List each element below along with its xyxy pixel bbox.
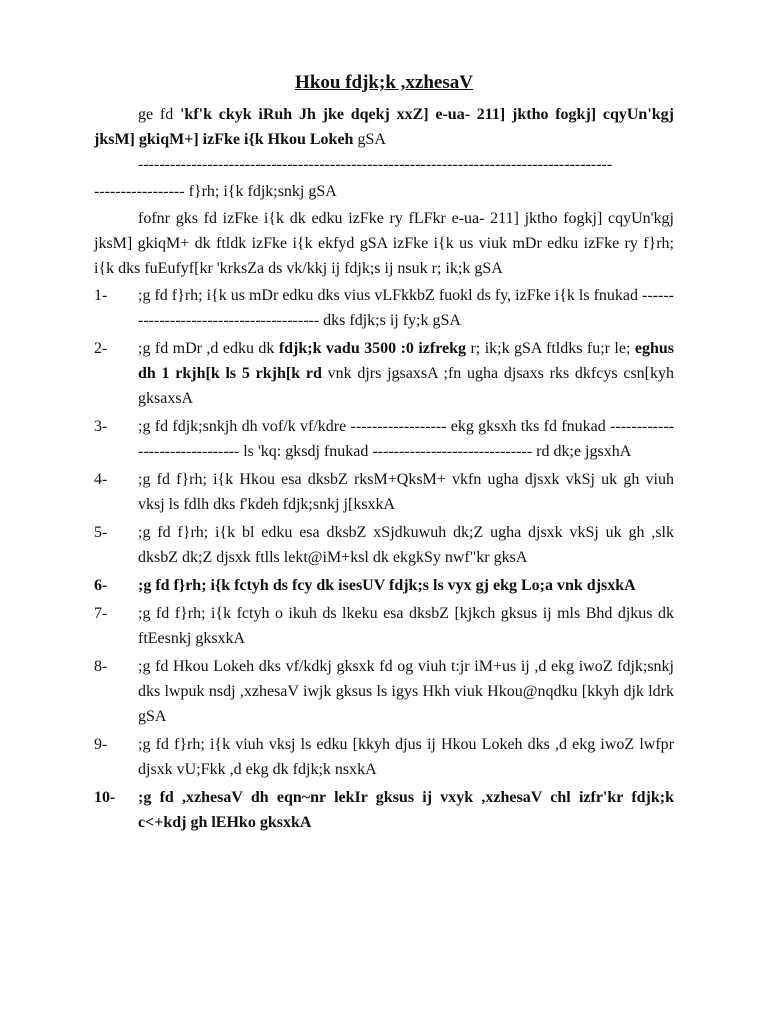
list-item-number: 3- bbox=[94, 418, 108, 435]
list-item-segment: ;g fd fdjk;snkjh dh vof/k vf/kdre ------------------ ekg gksxh tks fd fnukad ------------------------------- ls 'kq: gksdj fnukad ------------------------------ rd dk;e jgsxhA bbox=[138, 418, 674, 460]
second-paragraph: fofnr gks fd izFke i{k dk edku izFke ry fLFkr e-ua- 211] jktho fogkj] cqyUn'kgj jksM] gkiqM+ dk ftldk izFke i{k ekfyd gSA izFke i{k us viuk mDr edku izFke ry f}rh; i{k dks fuEufyf[kr 'krksZa ds vk/kkj ij fdjk;s ij nsuk r; ik;k gSA bbox=[94, 210, 674, 277]
list-item bbox=[94, 732, 674, 782]
list-item-segment: vnk djrs jgsaxsA ;fn ugha djsaxs rks dkfcys csn[kyh gksaxsA bbox=[138, 365, 674, 407]
list-item bbox=[94, 283, 674, 333]
list-item-segment: fdjk;k vadu 3500 :0 izfrekg bbox=[278, 340, 467, 357]
list-item bbox=[94, 467, 674, 517]
dash-line: ----------------------------------------------------------------------------------------- bbox=[138, 156, 613, 173]
list-item-text bbox=[138, 573, 674, 598]
intro-text: ge fd bbox=[138, 106, 180, 123]
list-item-segment: ;g fd ,xzhesaV dh eqn~nr lekIr gksus ij vxyk ,xzhesaV chl izfr'kr fdjk;k c<+kdj gh lEHko gksxkA bbox=[138, 789, 674, 831]
list-item-text bbox=[138, 732, 674, 782]
intro-bold-text: 'kf'k ckyk iRuh Jh jke dqekj xxZ] e-ua- 211] jktho fogkj] cqyUn'kgj jksM] gkiqM+] izFke i{k Hkou Lokeh bbox=[94, 106, 675, 148]
list-item bbox=[94, 654, 674, 729]
list-item-number: 7- bbox=[94, 605, 108, 622]
intro-text-end: gSA bbox=[353, 131, 386, 148]
list-item-text bbox=[138, 414, 674, 464]
list-item bbox=[94, 414, 674, 464]
terms-list bbox=[94, 283, 674, 835]
list-item bbox=[94, 785, 674, 835]
list-item-number: 1- bbox=[94, 287, 108, 304]
list-item-text bbox=[138, 785, 674, 835]
list-item-segment: ;g fd f}rh; i{k Hkou esa dksbZ rksM+QksM+ vkfn ugha djsxk vkSj uk gh viuh vksj ls fdlh dks f'kdeh fdjk;snkj j[ksxkA bbox=[138, 471, 674, 513]
list-item-segment: ;g fd f}rh; i{k bl edku esa dksbZ xSjdkuwuh dk;Z ugha djsxk vkSj uk gh ,slk dksbZ dk;Z djsxk ftlls lekt@iM+ksl dk ekgkSy nwf"kr gksA bbox=[138, 524, 674, 566]
list-item-segment: ;g fd f}rh; i{k us mDr edku dks vius vLFkkbZ fuokl ds fy, izFke i{k ls fnukad ---------------------------------------- dks fdjk;s ij fy;k gSA bbox=[138, 287, 674, 329]
list-item-number: 9- bbox=[94, 736, 108, 753]
list-item-segment: ;g fd f}rh; i{k fctyh o ikuh ds lkeku esa dksbZ [kjkch gksus ij mls Bhd djkus dk ftEesnkj gksxkA bbox=[138, 605, 674, 647]
list-item-text bbox=[138, 283, 674, 333]
list-item-segment: ;g fd f}rh; i{k fctyh ds fcy dk isesUV fdjk;s ls vyx gj ekg Lo;a vnk djsxkA bbox=[138, 577, 636, 594]
list-item bbox=[94, 573, 674, 598]
list-item-number: 4- bbox=[94, 471, 108, 488]
list-item-segment: eghus dh 1 rkjh[k ls 5 rkjh[k rd bbox=[138, 340, 674, 382]
list-item bbox=[94, 336, 674, 411]
list-item-text bbox=[138, 520, 674, 570]
list-item-text bbox=[138, 467, 674, 517]
list-item-segment: r; ik;k gSA ftldks fu;r le; bbox=[466, 340, 635, 357]
list-item-number: 2- bbox=[94, 340, 108, 357]
intro-paragraph bbox=[94, 102, 674, 177]
list-item bbox=[94, 601, 674, 651]
list-item-text bbox=[138, 654, 674, 729]
list-item-number: 8- bbox=[94, 658, 108, 675]
intro-tail: ----------------- f}rh; i{k fdjk;snkj gSA bbox=[94, 183, 337, 200]
list-item-text bbox=[138, 336, 674, 411]
list-item-segment: ;g fd Hkou Lokeh dks vf/kdkj gksxk fd og viuh t:jr iM+us ij ,d ekg iwoZ fdjk;snkj dks lwpuk nsdj ,xzhesaV iwjk gksus ls igys Hkh viuk Hkou@nqdku [kkyh djk ldrk gSA bbox=[138, 658, 674, 725]
list-item bbox=[94, 520, 674, 570]
list-item-number: 6- bbox=[94, 577, 108, 594]
list-item-number: 5- bbox=[94, 524, 108, 541]
document-title: Hkou fdjk;k ,xzhesaV bbox=[295, 72, 473, 93]
list-item-segment: ;g fd mDr ,d edku dk bbox=[138, 340, 279, 357]
list-item-segment: ;g fd f}rh; i{k viuh vksj ls edku [kkyh djus ij Hkou Lokeh dks ,d ekg iwoZ lwfpr djsxk vU;Fkk ,d ekg dk fdjk;k nsxkA bbox=[138, 736, 674, 778]
list-item-number: 10- bbox=[94, 789, 116, 806]
list-item-text bbox=[138, 601, 674, 651]
